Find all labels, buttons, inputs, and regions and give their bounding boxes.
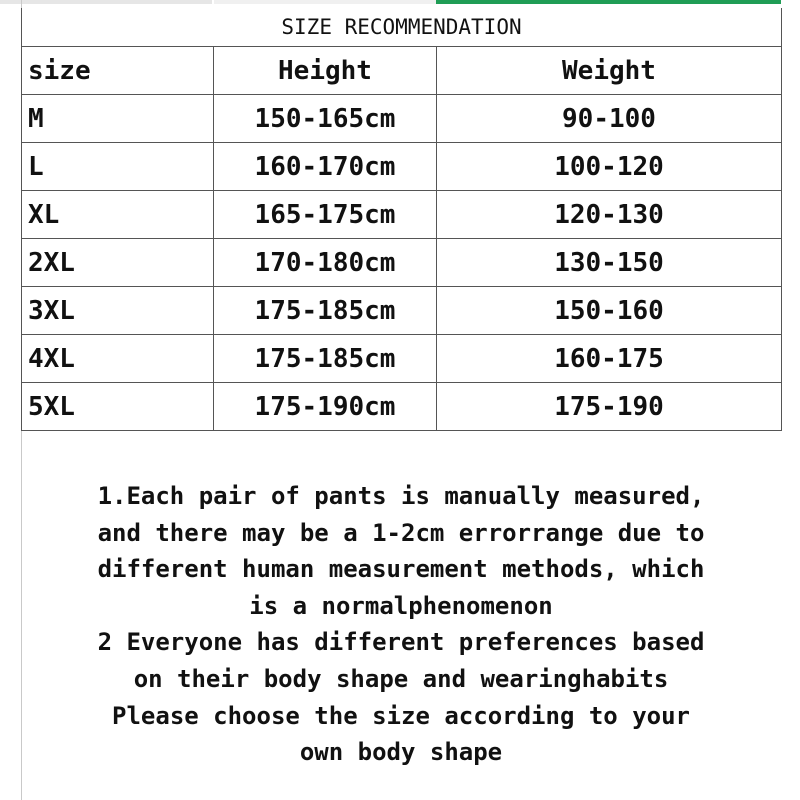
- table-row: [22, 287, 782, 335]
- column-header-size: size: [22, 47, 214, 95]
- table-row: [22, 143, 782, 191]
- tab-segment: [214, 0, 436, 4]
- note-line: different human measurement methods, which: [97, 555, 705, 584]
- size-cell: L: [22, 143, 214, 191]
- table-title: SIZE RECOMMENDATION: [22, 8, 782, 47]
- table-row: [22, 95, 782, 143]
- table-row: [22, 335, 782, 383]
- column-header-weight: Weight: [437, 47, 782, 95]
- size-cell: 4XL: [22, 335, 214, 383]
- active-tab-indicator: [436, 0, 781, 4]
- size-cell: XL: [22, 191, 214, 239]
- column-header-height: Height: [214, 47, 437, 95]
- table-header-row: [22, 47, 782, 95]
- size-cell: 5XL: [22, 383, 214, 431]
- height-cell: 165-175cm: [214, 191, 437, 239]
- size-notes: [21, 478, 781, 771]
- note-line: on their body shape and wearinghabits: [133, 664, 669, 693]
- top-tab-strip: [0, 0, 800, 4]
- note-line: 2 Everyone has different preferences based: [97, 628, 705, 657]
- size-recommendation-table: [21, 8, 782, 431]
- height-cell: 150-165cm: [214, 95, 437, 143]
- table-row: [22, 383, 782, 431]
- note-line: Please choose the size according to your: [112, 701, 690, 730]
- tab-segment: [0, 0, 212, 4]
- size-cell: 2XL: [22, 239, 214, 287]
- height-cell: 175-185cm: [214, 335, 437, 383]
- weight-cell: 100-120: [437, 143, 782, 191]
- note-line: own body shape: [299, 738, 503, 767]
- table-row: [22, 191, 782, 239]
- weight-cell: 130-150: [437, 239, 782, 287]
- height-cell: 170-180cm: [214, 239, 437, 287]
- size-cell: 3XL: [22, 287, 214, 335]
- size-cell: M: [22, 95, 214, 143]
- note-line: and there may be a 1-2cm errorrange due to: [97, 518, 705, 547]
- weight-cell: 160-175: [437, 335, 782, 383]
- table-title-row: [22, 8, 782, 47]
- weight-cell: 120-130: [437, 191, 782, 239]
- table-row: [22, 239, 782, 287]
- height-cell: 175-185cm: [214, 287, 437, 335]
- weight-cell: 90-100: [437, 95, 782, 143]
- weight-cell: 175-190: [437, 383, 782, 431]
- note-line: is a normalphenomenon: [249, 591, 553, 620]
- height-cell: 160-170cm: [214, 143, 437, 191]
- note-line: 1.Each pair of pants is manually measured,: [97, 482, 705, 510]
- height-cell: 175-190cm: [214, 383, 437, 431]
- weight-cell: 150-160: [437, 287, 782, 335]
